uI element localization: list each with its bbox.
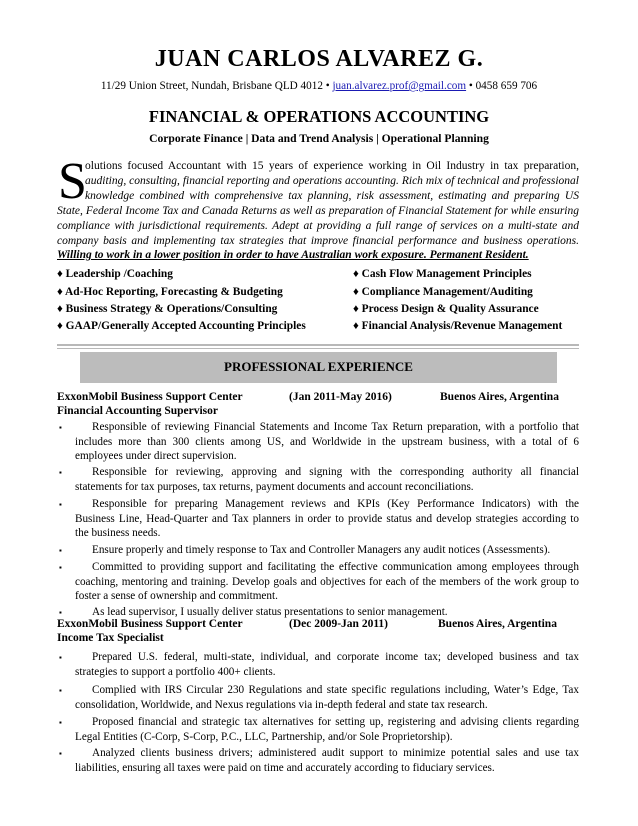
skill-item: ♦ Compliance Management/Auditing (353, 286, 533, 298)
bullet-icon: ▪ (59, 563, 62, 572)
contact-line (0, 80, 638, 92)
summary-line: company basis and implementing tax strategies that improve financial performance and business operations. (57, 235, 579, 247)
bullet-line: Complied with IRS Circular 230 Regulations and state specific regulations including, Water’s Edge, Tax (92, 684, 579, 696)
bullet-line: foster a sense of ownership and commitment. (75, 590, 278, 602)
bullet-line: strategies to support a portfolio 400+ clients. (75, 666, 276, 678)
summary-line: compliance with jurisdictional requirements. Adept at providing a full range of services on a multi-state and (57, 220, 579, 232)
bullet-icon: ▪ (59, 500, 62, 509)
skill-item: ♦ GAAP/Generally Accepted Accounting Principles (57, 320, 306, 332)
bullet-line: As lead supervisor, I usually deliver status presentations to senior management. (92, 606, 448, 618)
bullet-icon: ▪ (59, 608, 62, 617)
bullet-line: includes more than 300 clients among US, and Worldwide in the upstream business, with a total of 6 (75, 436, 579, 448)
skill-item: ♦ Cash Flow Management Principles (353, 268, 532, 280)
diamond-icon: ♦ (353, 320, 359, 332)
job-company: ExxonMobil Business Support Center (57, 618, 243, 630)
bullet-line: the business needs. (75, 527, 161, 539)
summary-line: knowledge combined with comprehensive tax planning, risk assessment, estimating and preparing US (85, 190, 579, 202)
bullet-line: coaching, mentoring and training. Develop goals and objectives for each of the members of the work group to (75, 576, 579, 588)
skill-item: ♦ Financial Analysis/Revenue Management (353, 320, 563, 332)
candidate-name: JUAN CARLOS ALVAREZ G. (154, 46, 484, 72)
summary-line: olutions focused Accountant with 15 years of experience working in Oil Industry in tax preparation, (85, 160, 579, 172)
address-text: 11/29 Union Street, Nundah, Brisbane QLD 4012 • (100, 80, 330, 92)
bullet-icon: ▪ (59, 686, 62, 695)
bullet-icon: ▪ (59, 749, 62, 758)
job-title: Income Tax Specialist (57, 632, 164, 644)
bullet-line: Business Line, Head-Quarter and Tax planners in order to provide status and develop strategies according to (75, 513, 579, 525)
skill-item: ♦ Business Strategy & Operations/Consulting (57, 303, 278, 315)
bullet-line: Committed to providing support and facilitating the effective communication among employees through (92, 561, 579, 573)
bullet-line: Responsible of reviewing Financial Statements and Income Tax Return preparation, with a portfolio that (92, 421, 579, 433)
job-location: Buenos Aires, Argentina (438, 618, 557, 630)
skill-item: ♦ Ad-Hoc Reporting, Forecasting & Budgeting (57, 286, 283, 298)
section-divider (57, 344, 579, 346)
bullet-line: Analyzed clients business drivers; administered audit support to minimize potential sales and use tax (92, 747, 579, 759)
bullet-icon: ▪ (59, 546, 62, 555)
bullet-line: liabilities, ensuring all taxes were paid on time and accurately according to fiduciary services. (75, 762, 495, 774)
job-company: ExxonMobil Business Support Center (57, 391, 243, 403)
bullet-line: Legal Entities (C-Corp, S-Corp, P.C., LLC, Partnership, and/or Sole Proprietorship). (75, 731, 453, 743)
bullet-line: statements for tax purposes, tax returns, payment documents and account reconciliations. (75, 481, 474, 493)
job-location: Buenos Aires, Argentina (440, 391, 559, 403)
job-dates: (Jan 2011-May 2016) (289, 391, 392, 403)
bullet-line: Ensure properly and timely response to Tax and Controller Managers any audit notices (Assessments). (92, 544, 551, 556)
diamond-icon: ♦ (57, 303, 63, 315)
diamond-icon: ♦ (353, 303, 359, 315)
bullet-line: Proposed financial and strategic tax alternatives for setting up, registering and advising clients regarding (92, 716, 579, 728)
diamond-icon: ♦ (57, 268, 63, 280)
phone-text: • 0458 659 706 (468, 80, 538, 92)
bullet-line: Prepared U.S. federal, multi-state, individual, and corporate income tax; developed business and tax (92, 651, 579, 663)
bullet-line: consolidation, Worldwide, and Nexus regulations via in-depth federal and state tax research. (75, 699, 488, 711)
bullet-icon: ▪ (59, 653, 62, 662)
bullet-icon: ▪ (59, 718, 62, 727)
email-link[interactable]: juan.alvarez.prof@gmail.com (332, 80, 467, 92)
diamond-icon: ♦ (353, 268, 359, 280)
bullet-icon: ▪ (59, 468, 62, 477)
job-title: Financial Accounting Supervisor (57, 405, 219, 417)
bullet-line: employees under direct supervision. (75, 450, 237, 462)
summary-line: Willing to work in a lower position in order to have Australian work exposure. Permanent Resident. (57, 249, 529, 261)
bullet-icon: ▪ (59, 423, 62, 432)
skill-item: ♦ Leadership /Coaching (57, 268, 173, 280)
bullet-line: Responsible for preparing Management reviews and KPIs (Key Performance Indicators) with the (92, 498, 579, 510)
diamond-icon: ♦ (57, 320, 63, 332)
diamond-icon: ♦ (353, 286, 359, 298)
diamond-icon: ♦ (57, 286, 63, 298)
headline: FINANCIAL & OPERATIONS ACCOUNTING (148, 107, 490, 126)
summary-line: auditing, consulting, financial reporting and operations accounting. Rich mix of technical and professional (85, 175, 579, 187)
summary-line: State, Federal Income Tax and Canada Returns as well as preparation of Financial Statement for while ensuring (57, 205, 579, 217)
summary-drop-cap: S (58, 153, 87, 210)
section-divider (57, 348, 579, 349)
job-dates: (Dec 2009-Jan 2011) (289, 618, 389, 630)
subheadline: Corporate Finance | Data and Trend Analysis | Operational Planning (149, 132, 489, 145)
section-title: PROFESSIONAL EXPERIENCE (224, 359, 413, 374)
bullet-line: Responsible for reviewing, approving and signing with the corresponding authority all financial (92, 466, 579, 478)
skill-item: ♦ Process Design & Quality Assurance (353, 303, 539, 315)
